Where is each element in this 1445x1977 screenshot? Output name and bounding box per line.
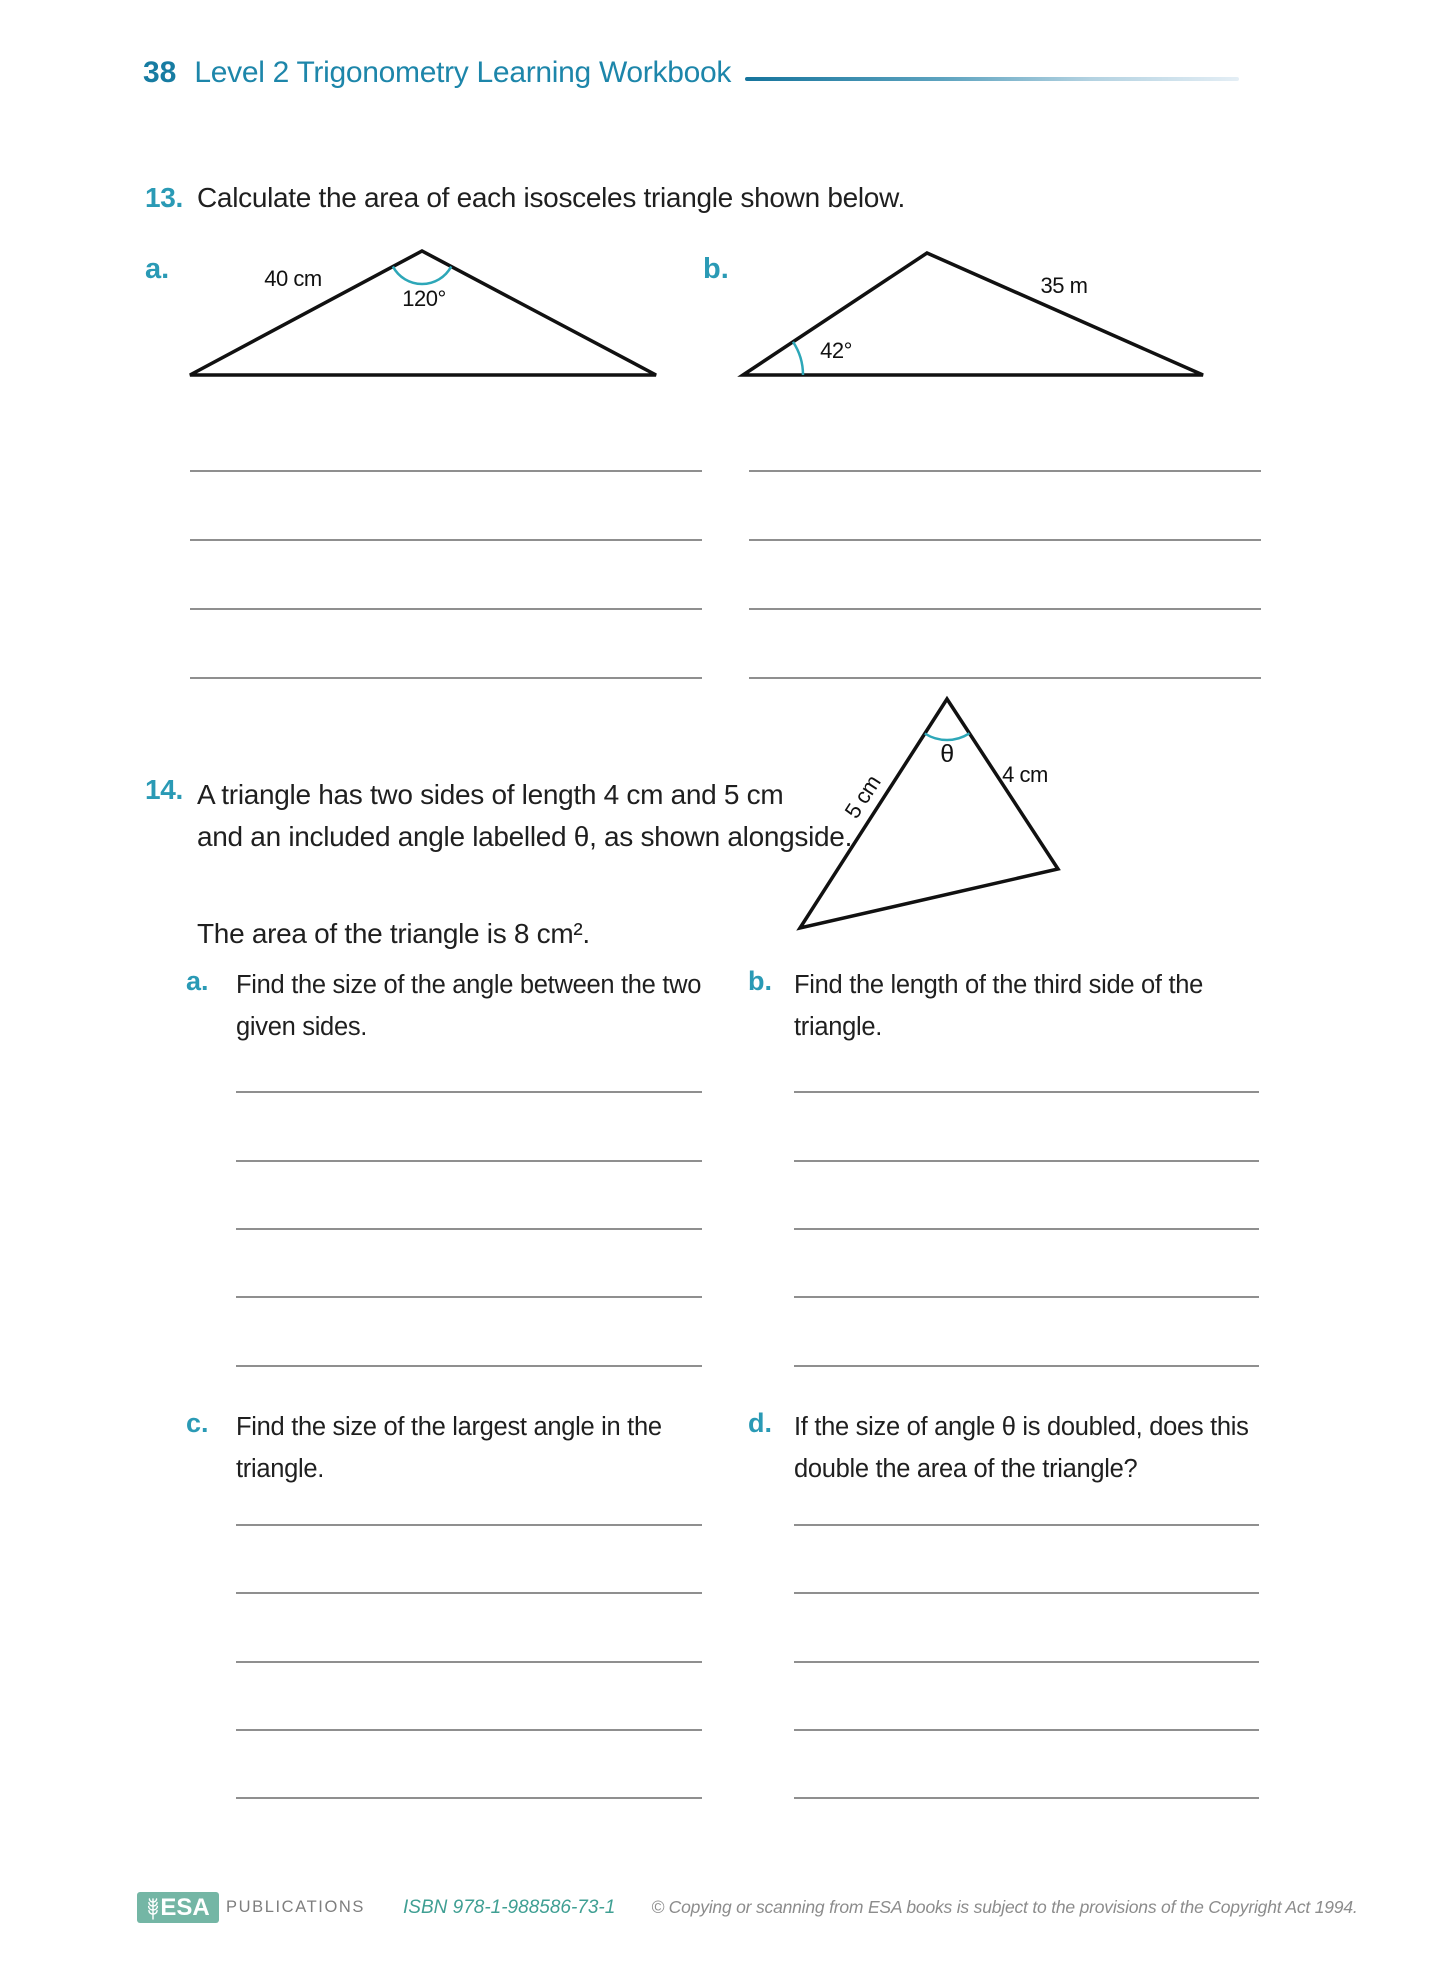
triangle-a-side-label: 40 cm <box>264 266 322 291</box>
q14-part-b-line1: Find the length of the third side of the <box>794 971 1204 999</box>
q14-text-line1: A triangle has two sides of length 4 cm and 5 cm <box>197 779 784 810</box>
q14-triangle-diagram <box>780 680 1080 950</box>
q13-text: Calculate the area of each isosceles triangle shown below. <box>197 182 905 213</box>
triangle-b-diagram <box>723 233 1223 393</box>
answer-line <box>749 470 1261 472</box>
q14-part-b-label: b. <box>748 966 772 996</box>
isbn-text: ISBN 978-1-988586-73-1 <box>403 1896 616 1918</box>
triangle-a-angle-label: 120° <box>402 286 446 311</box>
q14-number: 14. <box>145 774 184 805</box>
answer-line <box>190 470 702 472</box>
q14-part-c-line1: Find the size of the largest angle in the <box>236 1413 662 1441</box>
q14-part-b-text <box>794 964 1264 1048</box>
q14-part-a-line2: given sides. <box>236 1013 368 1041</box>
answer-line <box>236 1091 702 1093</box>
page-number: 38 <box>143 56 177 89</box>
q14-part-d-line2: double the area of the triangle? <box>794 1455 1138 1483</box>
q14-part-c-label: c. <box>186 1408 209 1438</box>
answer-line <box>236 1524 702 1526</box>
answer-line <box>749 677 1261 679</box>
page-header <box>143 56 1239 90</box>
copyright-text: © Copying or scanning from ESA books is subject to the provisions of the Copyright Act 1994. <box>651 1897 1358 1917</box>
page-footer <box>137 1892 1358 1923</box>
answer-line <box>190 539 702 541</box>
answer-line <box>236 1592 702 1594</box>
answer-line <box>794 1661 1259 1663</box>
q14-part-a-label: a. <box>186 966 209 996</box>
header-rule <box>745 77 1239 81</box>
answer-line <box>794 1160 1259 1162</box>
answer-line <box>749 539 1261 541</box>
q14-part-d-label: d. <box>748 1408 772 1438</box>
triangle-a-angle-arc <box>393 267 451 285</box>
q14-part-a-text <box>236 964 716 1048</box>
q14-part-c-line2: triangle. <box>236 1455 325 1483</box>
answer-line <box>190 677 702 679</box>
answer-line <box>794 1365 1259 1367</box>
answer-line <box>236 1797 702 1799</box>
triangle-b-side-label: 35 m <box>1040 273 1088 298</box>
answer-line <box>794 1524 1259 1526</box>
answer-line <box>236 1365 702 1367</box>
fern-icon <box>146 1896 160 1920</box>
q14-part-c-text <box>236 1406 716 1490</box>
q14-angle-arc <box>925 733 970 740</box>
publisher-name: PUBLICATIONS <box>226 1898 366 1916</box>
answer-line <box>794 1797 1259 1799</box>
q14-part-b-line2: triangle. <box>794 1013 883 1041</box>
triangle-a-diagram <box>170 233 680 393</box>
answer-line <box>236 1228 702 1230</box>
triangle-b-angle-arc <box>793 342 803 375</box>
q14-text-line2: and an included angle labelled θ, as shown alongside. <box>197 821 853 852</box>
q13-number: 13. <box>145 182 184 213</box>
answer-line <box>794 1228 1259 1230</box>
answer-line <box>749 608 1261 610</box>
answer-line <box>794 1592 1259 1594</box>
esa-logo-text: ESA <box>160 1893 210 1921</box>
q13-part-a-label: a. <box>145 253 170 285</box>
q14-part-a-line1: Find the size of the angle between the two <box>236 971 702 999</box>
q13-part-b-label: b. <box>703 253 729 285</box>
q14-part-d-text <box>794 1406 1314 1490</box>
q14-part-d-line1: If the size of angle θ is doubled, does this <box>794 1413 1249 1441</box>
q14-left-side-label: 5 cm <box>839 770 886 823</box>
answer-line <box>236 1661 702 1663</box>
q14-text <box>197 774 852 858</box>
triangle-b-angle-label: 42° <box>820 338 852 363</box>
q14-right-side-label: 4 cm <box>1002 762 1048 787</box>
answer-line <box>794 1296 1259 1298</box>
answer-line <box>236 1296 702 1298</box>
q14-area-text: The area of the triangle is 8 cm². <box>197 918 590 949</box>
esa-logo <box>137 1892 219 1923</box>
answer-line <box>190 608 702 610</box>
q14-theta-label: θ <box>940 740 954 768</box>
answer-line <box>794 1729 1259 1731</box>
answer-line <box>236 1160 702 1162</box>
answer-line <box>236 1729 702 1731</box>
page-title: Level 2 Trigonometry Learning Workbook <box>194 56 732 89</box>
answer-line <box>794 1091 1259 1093</box>
